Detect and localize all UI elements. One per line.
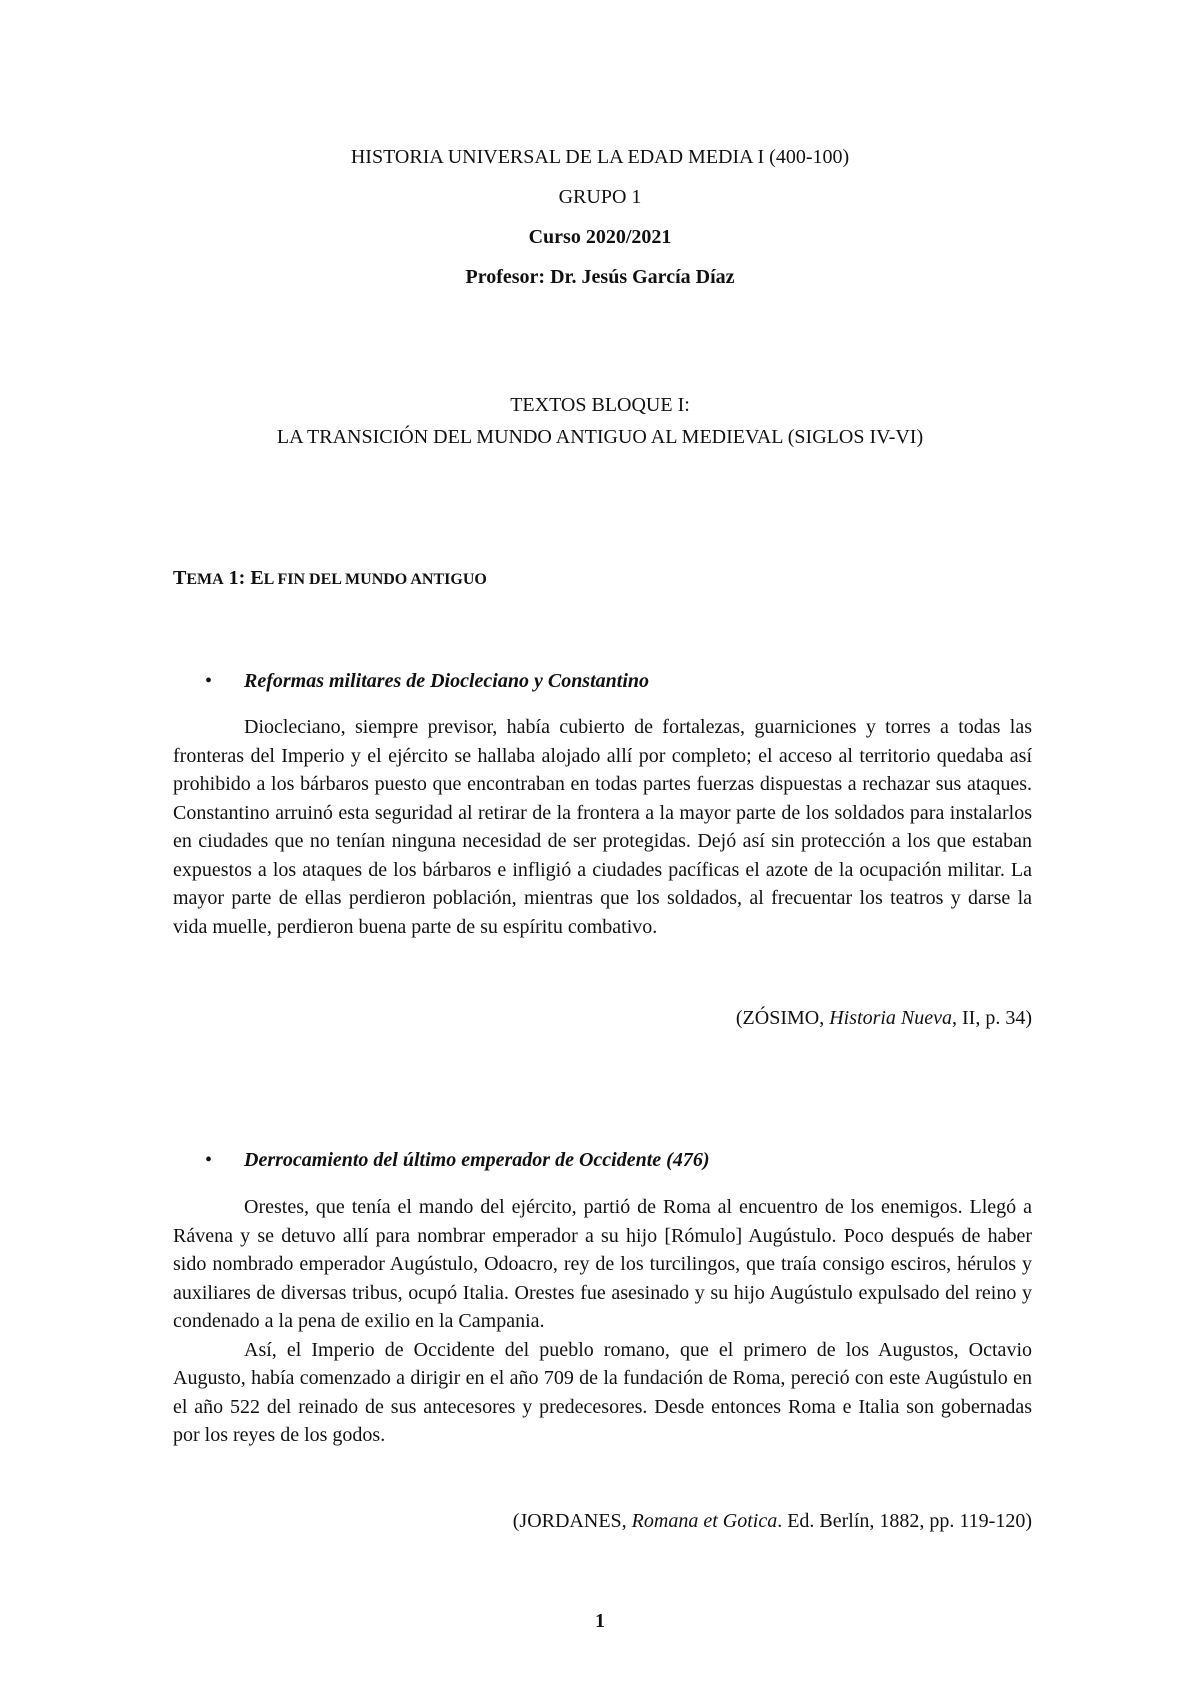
bullet-icon: • — [205, 670, 213, 692]
section-title: Reformas militares de Diocleciano y Constantino — [244, 670, 650, 692]
citation-author: (JORDANES, — [512, 1510, 632, 1532]
tema-prefix: T — [173, 567, 187, 589]
citation-work: Romana et Gotica — [631, 1510, 778, 1532]
course-year: Curso 2020/2021 — [528, 226, 672, 248]
bullet-icon: • — [205, 1149, 213, 1171]
tema-prefix-small: EMA — [186, 571, 224, 588]
paragraph: Así, el Imperio de Occidente del pueblo romano, que el primero de los Augustos, Octavio Augusto, había comenzado a dirigir en el año 709 de la fundación de Roma, pereció con este Augústulo en el año 522 del reinado de sus antecesores y predecesores. Desde entonces Roma e Italia son gobernadas por los reyes de los godos. — [173, 1338, 1032, 1446]
citation-work: Historia Nueva — [829, 1007, 953, 1029]
section-text — [173, 1193, 1032, 1450]
paragraph: Diocleciano, siempre previsor, había cubierto de fortalezas, guarniciones y torres a todas las fronteras del Imperio y el ejército se hallaba alojado allí por completo; el acceso al territorio quedaba así prohibido a los bárbaros puesto que encontraban en todas partes fuerzas dispuestas a rechazar sus ataques. Constantino arruinó esta seguridad al retirar de la frontera a la mayor parte de los soldados para instalarlos en ciudades que no tenían ninguna necesidad de ser protegidas. Dejó así sin protección a los que estaban expuestos a los ataques de los bárbaros e infligió a ciudades pacíficas el azote de la ocupación militar. La mayor parte de ellas perdieron población, mientras que los soldados, al frecuentar los teatros y darse la vida muelle, perdieron buena parte de su espíritu combativo. — [173, 716, 1032, 938]
block-title: TEXTOS BLOQUE I: — [510, 394, 690, 416]
course-title: HISTORIA UNIVERSAL DE LA EDAD MEDIA I (400-100) — [350, 146, 850, 168]
section-text — [173, 713, 1032, 941]
group-label: GRUPO 1 — [558, 186, 642, 208]
page-number: 1 — [595, 1610, 605, 1632]
block-subtitle: LA TRANSICIÓN DEL MUNDO ANTIGUO AL MEDIEVAL (SIGLOS IV-VI) — [276, 426, 924, 448]
tema-heading — [173, 565, 487, 593]
citation-reference: . Ed. Berlín, 1882, pp. 119-120) — [777, 1510, 1032, 1532]
citation-reference: , II, p. 34) — [952, 1007, 1032, 1029]
citation — [513, 1508, 1032, 1534]
tema-title-small: L FIN DEL MUNDO ANTIGUO — [263, 571, 487, 588]
professor-name: Profesor: Dr. Jesús García Díaz — [465, 266, 735, 288]
citation-author: (ZÓSIMO, — [735, 1007, 830, 1029]
section-title: Derrocamiento del último emperador de Occidente (476) — [244, 1149, 710, 1171]
paragraph: Orestes, que tenía el mando del ejército, partió de Roma al encuentro de los enemigos. Llegó a Rávena y se detuvo allí para nombrar emperador a su hijo [Rómulo] Augústulo. Poco después de haber sido nombrado emperador Augústulo, Odoacro, rey de los turcilingos, que traía consigo esciros, hérulos y auxiliares de diversas tribus, ocupó Italia. Orestes fue asesinado y su hijo Augústulo expulsado del reino y condenado a la pena de exilio en la Campania. — [173, 1196, 1032, 1332]
citation — [736, 1005, 1032, 1031]
tema-number: 1: E — [223, 567, 264, 589]
